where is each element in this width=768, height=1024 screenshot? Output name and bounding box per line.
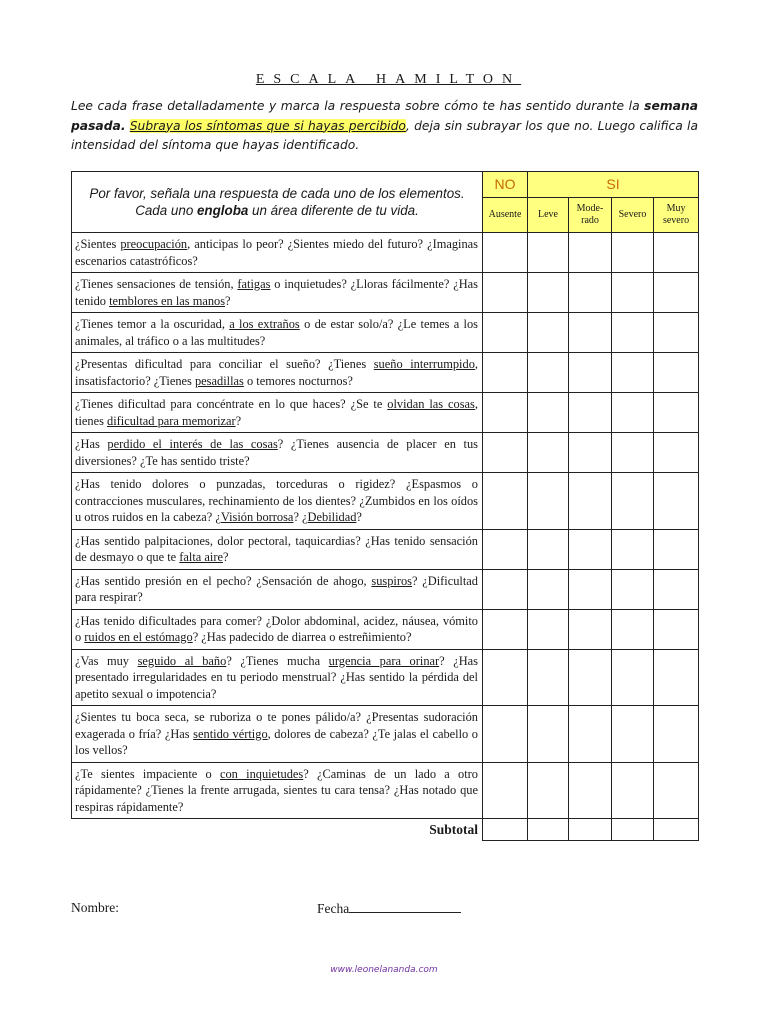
answer-cell-leve[interactable] <box>528 762 569 819</box>
column-header-muy-severo: Muy severo <box>654 197 699 232</box>
question-text: ¿Has sentido palpitaciones, dolor pectoral, taquicardias? ¿Has tenido sensación de desmayo o que te falta aire? <box>72 529 483 569</box>
answer-cell-moderado[interactable] <box>569 353 612 393</box>
answer-cell-severo[interactable] <box>612 233 654 273</box>
answer-cell-muy-severo[interactable] <box>654 233 699 273</box>
answer-cell-ausente[interactable] <box>483 313 528 353</box>
answer-cell-severo[interactable] <box>612 762 654 819</box>
answer-cell-ausente[interactable] <box>483 762 528 819</box>
document-title: ESCALA HAMILTON <box>255 72 522 87</box>
underlined-symptom: sueño interrumpido <box>373 357 475 371</box>
header-si: SI <box>528 172 699 198</box>
answer-cell-muy-severo[interactable] <box>654 762 699 819</box>
subtotal-cell-moderado[interactable] <box>569 819 612 841</box>
question-text: ¿Vas muy seguido al baño? ¿Tienes mucha urgencia para orinar? ¿Has presentado irregularidades en tu periodo menstrual? ¿Has sentido la pérdida del apetito sexual o impotencia? <box>72 649 483 706</box>
underlined-symptom: con inquietudes <box>219 766 304 781</box>
fecha-blank-line[interactable] <box>349 900 461 913</box>
instructions-paragraph: Lee cada frase detalladamente y marca la respuesta sobre cómo te has sentido durante la semana pasada. Subraya los síntomas que si hayas percibido, deja sin subrayar los que no. Luego califica la intensidad del síntoma que hayas identificado. <box>71 99 698 152</box>
question-text: ¿Te sientes impaciente o con inquietudes? ¿Caminas de un lado a otro rápidamente? ¿Tienes la frente arrugada, sientes tu cara tensa? ¿Has notado que respiras rápidamente? <box>72 762 483 819</box>
underlined-symptom: fatigas <box>237 277 271 291</box>
table-header-prompt: Por favor, señala una respuesta de cada uno de los elementos. Cada uno engloba un área diferente de tu vida. <box>72 172 483 233</box>
underlined-symptom: urgencia para orinar <box>328 653 440 668</box>
answer-cell-ausente[interactable] <box>483 609 528 649</box>
question-row <box>72 762 699 819</box>
answer-cell-muy-severo[interactable] <box>654 609 699 649</box>
answer-cell-moderado[interactable] <box>569 609 612 649</box>
question-text: ¿Has tenido dolores o punzadas, torceduras o rigidez? ¿Espasmos o contracciones musculares, rechinamiento de los dientes? ¿Zumbidos en los oídos u otros ruidos en la cabeza? ¿Visión borrosa? ¿Debilidad? <box>72 473 483 530</box>
answer-cell-muy-severo[interactable] <box>654 313 699 353</box>
answer-cell-severo[interactable] <box>612 353 654 393</box>
question-row <box>72 473 699 530</box>
fecha-field[interactable]: Fecha <box>317 900 461 917</box>
underlined-symptom: preocupación <box>120 237 188 251</box>
underlined-symptom: dificultad para memorizar <box>107 413 236 428</box>
answer-cell-moderado[interactable] <box>569 706 612 763</box>
subtotal-label: Subtotal <box>72 819 483 841</box>
subtotal-cell-muy-severo[interactable] <box>654 819 699 841</box>
answer-cell-leve[interactable] <box>528 706 569 763</box>
question-text: ¿Has perdido el interés de las cosas? ¿Tienes ausencia de placer en tus diversiones? ¿Te has sentido triste? <box>72 433 483 473</box>
hamilton-scale-table <box>71 171 699 841</box>
answer-cell-leve[interactable] <box>528 313 569 353</box>
answer-cell-muy-severo[interactable] <box>654 273 699 313</box>
answer-cell-muy-severo[interactable] <box>654 569 699 609</box>
answer-cell-severo[interactable] <box>612 706 654 763</box>
answer-cell-severo[interactable] <box>612 609 654 649</box>
answer-cell-severo[interactable] <box>612 273 654 313</box>
answer-cell-ausente[interactable] <box>483 273 528 313</box>
underlined-symptom: temblores en las manos <box>109 293 226 308</box>
question-row <box>72 609 699 649</box>
header-no: NO <box>483 172 528 198</box>
answer-cell-ausente[interactable] <box>483 393 528 433</box>
subtotal-cell-ausente[interactable] <box>483 819 528 841</box>
answer-cell-moderado[interactable] <box>569 569 612 609</box>
underlined-symptom: falta aire <box>179 550 223 564</box>
column-header-ausente: Ausente <box>483 197 528 232</box>
underlined-symptom: ruidos en el estómago <box>84 630 193 644</box>
answer-cell-ausente[interactable] <box>483 433 528 473</box>
answer-cell-ausente[interactable] <box>483 649 528 706</box>
question-text: ¿Sientes tu boca seca, se ruboriza o te pones pálido/a? ¿Presentas sudoración exagerada o fría? ¿Has sentido vértigo, dolores de cabeza? ¿Te jalas el cabello o los vellos? <box>72 706 483 763</box>
answer-cell-moderado[interactable] <box>569 649 612 706</box>
footer-url[interactable]: www.leonelananda.com <box>330 965 438 975</box>
column-header-leve: Leve <box>528 197 569 232</box>
answer-cell-moderado[interactable] <box>569 313 612 353</box>
answer-cell-moderado[interactable] <box>569 762 612 819</box>
subtotal-cell-severo[interactable] <box>612 819 654 841</box>
question-text: ¿Tienes dificultad para concéntrate en lo que haces? ¿Se te olvidan las cosas, tienes dificultad para memorizar? <box>72 393 483 433</box>
column-header-severo: Severo <box>612 197 654 232</box>
nombre-field[interactable]: Nombre: <box>71 900 119 915</box>
question-text: ¿Has tenido dificultades para comer? ¿Dolor abdominal, acidez, náusea, vómito o ruidos en el estómago? ¿Has padecido de diarrea o estreñimiento? <box>72 609 483 649</box>
question-text: ¿Tienes temor a la oscuridad, a los extraños o de estar solo/a? ¿Le temes a los animales, al tráfico o a las multitudes? <box>72 313 483 353</box>
answer-cell-leve[interactable] <box>528 473 569 530</box>
answer-cell-ausente[interactable] <box>483 473 528 530</box>
answer-cell-muy-severo[interactable] <box>654 473 699 530</box>
subtotal-row <box>72 819 699 841</box>
answer-cell-severo[interactable] <box>612 433 654 473</box>
question-row <box>72 233 699 273</box>
question-text: ¿Has sentido presión en el pecho? ¿Sensación de ahogo, suspiros? ¿Dificultad para respirar? <box>72 569 483 609</box>
answer-cell-leve[interactable] <box>528 569 569 609</box>
answer-cell-muy-severo[interactable] <box>654 433 699 473</box>
underlined-symptom: suspiros <box>371 573 412 588</box>
answer-cell-leve[interactable] <box>528 433 569 473</box>
answer-cell-muy-severo[interactable] <box>654 393 699 433</box>
question-row <box>72 569 699 609</box>
question-row <box>72 706 699 763</box>
underlined-symptom: seguido al baño <box>137 653 227 668</box>
underlined-symptom: pesadillas <box>194 373 244 388</box>
answer-cell-moderado[interactable] <box>569 233 612 273</box>
answer-cell-leve[interactable] <box>528 649 569 706</box>
question-text: ¿Tienes sensaciones de tensión, fatigas o inquietudes? ¿Lloras fácilmente? ¿Has tenido temblores en las manos? <box>72 273 483 313</box>
answer-cell-severo[interactable] <box>612 649 654 706</box>
answer-cell-ausente[interactable] <box>483 706 528 763</box>
answer-cell-ausente[interactable] <box>483 353 528 393</box>
answer-cell-leve[interactable] <box>528 273 569 313</box>
highlighted-instruction: Subraya los síntomas que si hayas percibido <box>129 118 406 133</box>
answer-cell-leve[interactable] <box>528 393 569 433</box>
answer-cell-severo[interactable] <box>612 313 654 353</box>
answer-cell-ausente[interactable] <box>483 569 528 609</box>
underlined-symptom: perdido el interés de las cosas <box>107 437 278 451</box>
underlined-symptom: olvidan las cosas <box>387 397 475 411</box>
underlined-symptom: sentido vértigo <box>193 726 268 741</box>
answer-cell-moderado[interactable] <box>569 393 612 433</box>
answer-cell-moderado[interactable] <box>569 433 612 473</box>
answer-cell-severo[interactable] <box>612 529 654 569</box>
question-text: ¿Sientes preocupación, anticipas lo peor? ¿Sientes miedo del futuro? ¿Imaginas escenarios catastróficos? <box>72 233 483 273</box>
answer-cell-severo[interactable] <box>612 569 654 609</box>
answer-cell-moderado[interactable] <box>569 529 612 569</box>
question-row <box>72 433 699 473</box>
subtotal-cell-leve[interactable] <box>528 819 569 841</box>
answer-cell-moderado[interactable] <box>569 273 612 313</box>
underlined-symptom: Debilidad <box>307 510 357 524</box>
column-header-moderado: Mode-rado <box>569 197 612 232</box>
question-row <box>72 353 699 393</box>
question-row <box>72 273 699 313</box>
answer-cell-muy-severo[interactable] <box>654 353 699 393</box>
answer-cell-leve[interactable] <box>528 529 569 569</box>
answer-cell-leve[interactable] <box>528 233 569 273</box>
underlined-symptom: Visión borrosa <box>220 510 294 524</box>
question-text: ¿Presentas dificultad para conciliar el sueño? ¿Tienes sueño interrumpido, insatisfactorio? ¿Tienes pesadillas o temores nocturnos? <box>72 353 483 393</box>
answer-cell-muy-severo[interactable] <box>654 706 699 763</box>
answer-cell-leve[interactable] <box>528 609 569 649</box>
question-row <box>72 529 699 569</box>
answer-cell-leve[interactable] <box>528 353 569 393</box>
answer-cell-ausente[interactable] <box>483 529 528 569</box>
question-row <box>72 649 699 706</box>
question-row <box>72 313 699 353</box>
answer-cell-muy-severo[interactable] <box>654 529 699 569</box>
answer-cell-muy-severo[interactable] <box>654 649 699 706</box>
question-row <box>72 393 699 433</box>
answer-cell-ausente[interactable] <box>483 233 528 273</box>
underlined-symptom: a los extraños <box>229 317 300 331</box>
answer-cell-severo[interactable] <box>612 473 654 530</box>
answer-cell-severo[interactable] <box>612 393 654 433</box>
answer-cell-moderado[interactable] <box>569 473 612 530</box>
